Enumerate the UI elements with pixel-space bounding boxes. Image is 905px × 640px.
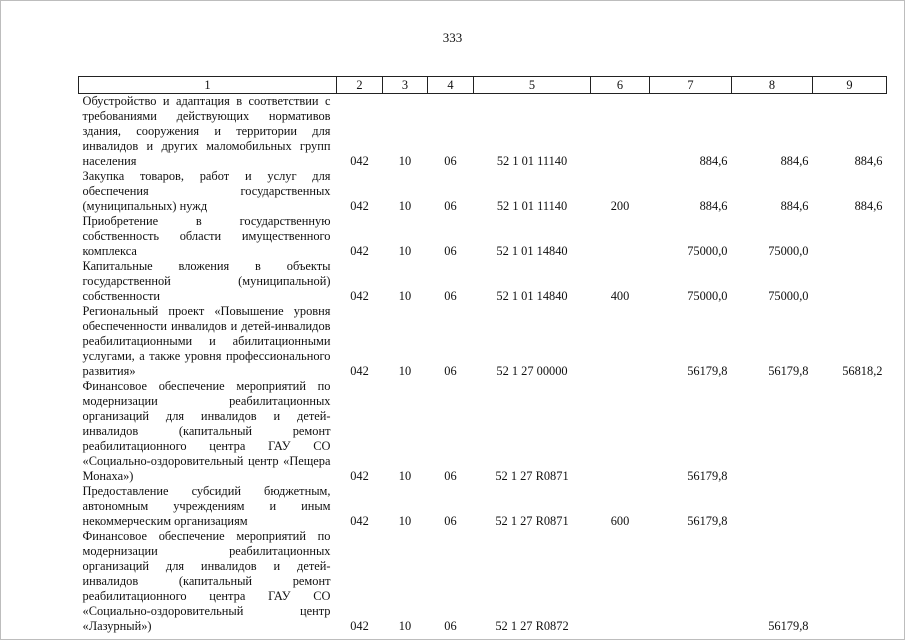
row-name: Региональный проект «Повышение уровня обеспеченности инвалидов и детей-инвалидов реабилитационными и абилитационными услугами, а также уровня профессионального развития» [82, 304, 331, 378]
amount-col-8 [732, 484, 813, 529]
amount-col-9 [813, 259, 887, 304]
amount-col-7: 884,6 [699, 154, 728, 168]
amount-col-9 [813, 484, 887, 529]
amount-col-7 [650, 529, 732, 634]
column-header: 2 [337, 77, 383, 94]
row-name: Капитальные вложения в объекты государственной (муниципальной) собственности [82, 259, 331, 303]
column-header: 3 [383, 77, 428, 94]
amount-col-8: 56179,8 [768, 364, 809, 378]
table-row [79, 379, 887, 484]
subsection-code: 06 [444, 289, 457, 303]
amount-col-9: 884,6 [854, 199, 883, 213]
amount-col-7: 75000,0 [687, 289, 728, 303]
amount-col-9: 884,6 [854, 154, 883, 168]
table-header-row [79, 77, 887, 94]
column-header: 9 [813, 77, 887, 94]
table-row [79, 484, 887, 529]
target-article: 52 1 27 R0871 [495, 469, 569, 483]
subsection-code: 06 [444, 154, 457, 168]
amount-col-7: 884,6 [699, 199, 728, 213]
section-code: 10 [398, 364, 412, 378]
admin-code: 042 [350, 199, 369, 213]
target-article: 52 1 01 14840 [496, 289, 568, 303]
column-header: 8 [732, 77, 813, 94]
target-article: 52 1 01 11140 [496, 154, 568, 168]
column-header: 7 [650, 77, 732, 94]
amount-col-7: 56179,8 [687, 514, 728, 528]
column-header: 4 [428, 77, 474, 94]
subsection-code: 06 [444, 469, 457, 483]
subsection-code: 06 [444, 514, 457, 528]
expense-type [591, 529, 650, 634]
admin-code: 042 [350, 244, 369, 258]
expense-type: 600 [610, 514, 630, 528]
section-code: 10 [398, 514, 412, 528]
column-header: 1 [79, 77, 337, 94]
expense-type [591, 304, 650, 379]
table-row [79, 169, 887, 214]
table-row [79, 94, 887, 170]
admin-code: 042 [350, 469, 369, 483]
section-code: 10 [398, 619, 412, 633]
admin-code: 042 [350, 514, 369, 528]
admin-code: 042 [350, 619, 369, 633]
section-code: 10 [398, 154, 412, 168]
amount-col-9 [813, 379, 887, 484]
target-article: 52 1 27 R0871 [495, 514, 569, 528]
expense-type: 200 [610, 199, 630, 213]
section-code: 10 [398, 199, 412, 213]
admin-code: 042 [350, 364, 369, 378]
table-row [79, 529, 887, 634]
section-code: 10 [398, 244, 412, 258]
table-row [79, 304, 887, 379]
amount-col-7: 75000,0 [687, 244, 728, 258]
subsection-code: 06 [444, 244, 457, 258]
admin-code: 042 [350, 154, 369, 168]
row-name: Закупка товаров, работ и услуг для обеспечения государственных (муниципальных) нужд [82, 169, 331, 213]
admin-code: 042 [350, 289, 369, 303]
row-name: Приобретение в государственную собственность области имущественного комплекса [82, 214, 331, 258]
amount-col-9 [813, 214, 887, 259]
row-name: Финансовое обеспечение мероприятий по модернизации реабилитационных организаций для инвалидов и детей-инвалидов (капитальный ремонт реабилитационного центра ГАУ СО «Социально-оздоровительный центр «Пещера Монаха») [82, 379, 331, 483]
expense-type [591, 379, 650, 484]
amount-col-8: 56179,8 [768, 619, 809, 633]
budget-table [78, 76, 887, 634]
amount-col-8: 75000,0 [768, 289, 809, 303]
table-row [79, 259, 887, 304]
section-code: 10 [398, 289, 412, 303]
amount-col-9: 56818,2 [842, 364, 883, 378]
target-article: 52 1 27 00000 [496, 364, 568, 378]
target-article: 52 1 01 14840 [496, 244, 568, 258]
column-header: 5 [474, 77, 591, 94]
amount-col-8: 884,6 [780, 199, 809, 213]
row-name: Обустройство и адаптация в соответствии с требованиями действующих нормативов здания, сооружения и территории для инвалидов и других маломобильных групп населения [82, 94, 331, 168]
amount-col-9 [813, 529, 887, 634]
expense-type: 400 [610, 289, 630, 303]
amount-col-7: 56179,8 [687, 469, 728, 483]
target-article: 52 1 27 R0872 [495, 619, 569, 633]
amount-col-8: 75000,0 [768, 244, 809, 258]
page-number: 333 [442, 30, 463, 45]
expense-type [591, 94, 650, 170]
expense-type [591, 214, 650, 259]
row-name: Предоставление субсидий бюджетным, автономным учреждениям и иным некоммерческим организациям [82, 484, 331, 528]
subsection-code: 06 [444, 619, 457, 633]
target-article: 52 1 01 11140 [496, 199, 568, 213]
table-row [79, 214, 887, 259]
amount-col-7: 56179,8 [687, 364, 728, 378]
subsection-code: 06 [444, 364, 457, 378]
row-name: Финансовое обеспечение мероприятий по модернизации реабилитационных организаций для инвалидов и детей-инвалидов (капитальный ремонт реабилитационного центра ГАУ СО «Социально-оздоровительный центр «Лазурный») [82, 529, 331, 633]
amount-col-8 [732, 379, 813, 484]
subsection-code: 06 [444, 199, 457, 213]
section-code: 10 [398, 469, 412, 483]
column-header: 6 [591, 77, 650, 94]
amount-col-8: 884,6 [780, 154, 809, 168]
